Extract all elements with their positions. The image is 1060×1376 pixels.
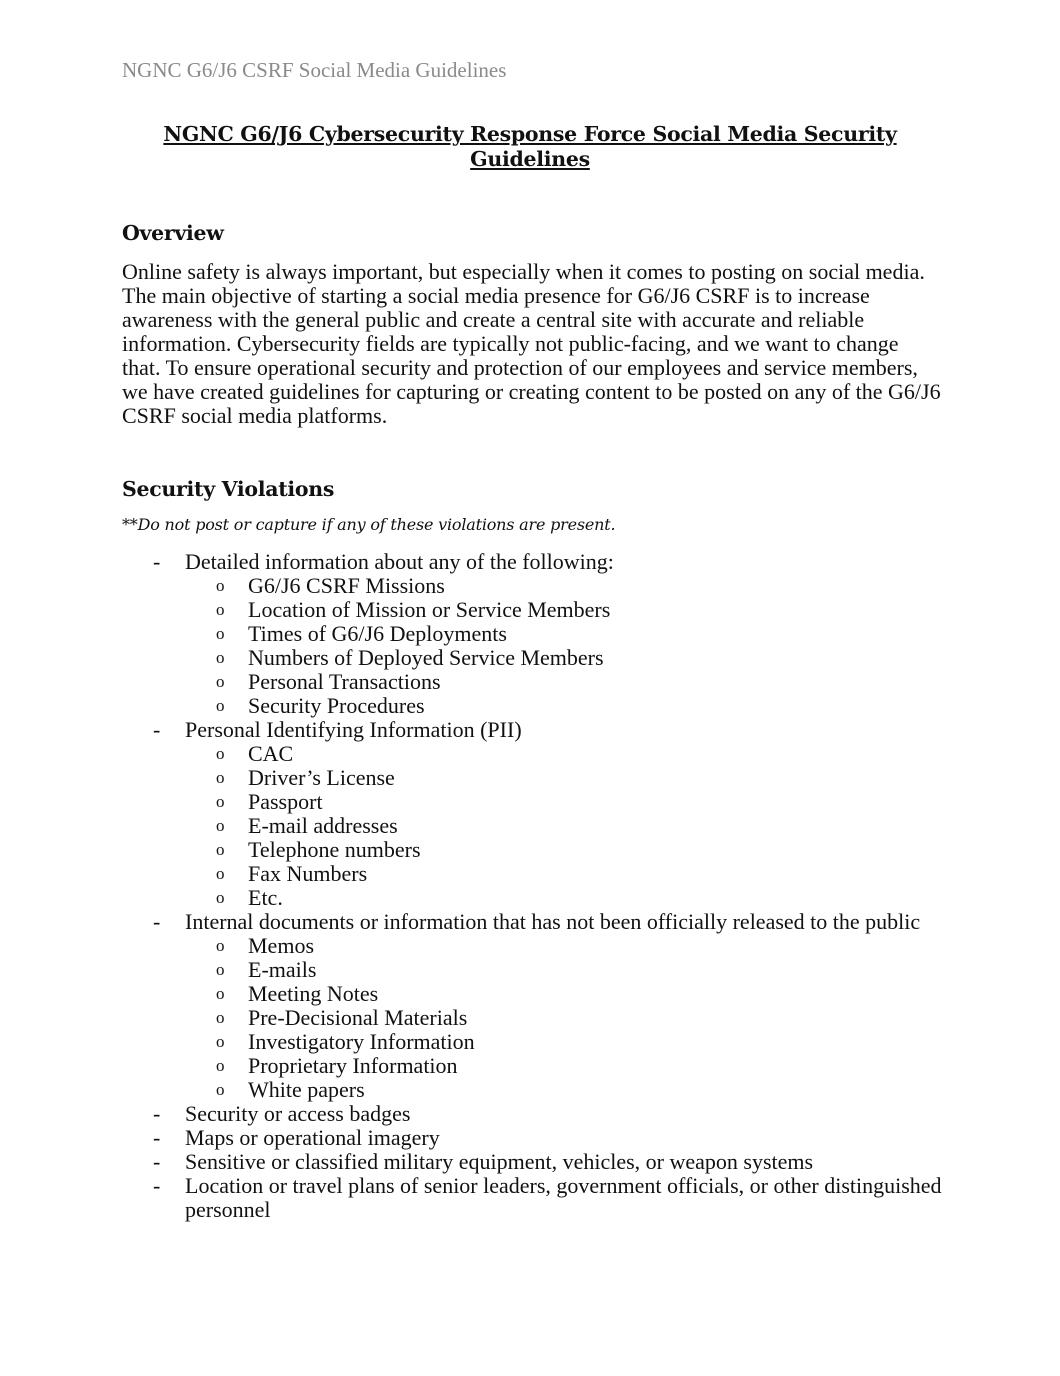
violation-subitem-text: Fax Numbers [248,861,368,886]
violation-subitem [122,1054,942,1078]
violation-subitem [122,814,942,838]
circle-bullet: o [216,744,225,763]
violation-item [122,910,942,934]
violation-subitem-text: Proprietary Information [248,1053,458,1078]
violation-item-text: Internal documents or information that has not been officially released to the public [185,909,921,934]
violation-subitem [122,958,942,982]
violation-item [122,1126,942,1150]
dash-bullet: - [153,1149,161,1174]
circle-bullet: o [216,936,225,955]
violation-subitem-text: Etc. [248,885,283,910]
violation-item [122,1174,942,1222]
violation-subitem-text: Numbers of Deployed Service Members [248,645,604,670]
violation-subitem-text: Times of G6/J6 Deployments [248,621,507,646]
dash-bullet: - [153,909,161,934]
violation-item [122,550,942,574]
circle-bullet: o [216,672,225,691]
violation-subitem-text: White papers [248,1077,365,1102]
circle-bullet: o [216,1056,225,1075]
violation-subitem [122,1078,942,1102]
circle-bullet: o [216,888,225,907]
circle-bullet: o [216,648,225,667]
violation-subitem-text: Driver’s License [248,765,395,790]
circle-bullet: o [216,984,225,1003]
violation-subitem [122,862,942,886]
circle-bullet: o [216,1080,225,1099]
violation-subitem [122,934,942,958]
violation-item-text: Personal Identifying Information (PII) [185,717,522,742]
violation-subitem-text: G6/J6 CSRF Missions [248,573,445,598]
circle-bullet: o [216,576,225,595]
violation-subitem [122,622,942,646]
violations-note: **Do not post or capture if any of these violations are present. [122,515,616,534]
circle-bullet: o [216,696,225,715]
violation-subitem [122,646,942,670]
violation-item [122,1102,942,1126]
violation-subitem-text: CAC [248,741,294,766]
violation-subitem [122,982,942,1006]
violation-subitem-text: Personal Transactions [248,669,441,694]
circle-bullet: o [216,600,225,619]
violation-subitem [122,670,942,694]
violation-item [122,1150,942,1174]
circle-bullet: o [216,1008,225,1027]
violation-item-text: Location or travel plans of senior leaders, government officials, or other distinguished personnel [185,1173,942,1222]
dash-bullet: - [153,1173,161,1198]
overview-heading: Overview [122,221,224,245]
violation-subitem-text: Meeting Notes [248,981,379,1006]
violation-item [122,718,942,742]
page-header: NGNC G6/J6 CSRF Social Media Guidelines [122,58,507,82]
violation-subitem-text: Location of Mission or Service Members [248,597,611,622]
violation-subitem [122,766,942,790]
violation-subitem [122,1006,942,1030]
violation-subitem [122,742,942,766]
dash-bullet: - [153,1125,161,1150]
violation-subitem [122,838,942,862]
violation-subitem-text: Telephone numbers [248,837,421,862]
violation-subitem [122,1030,942,1054]
circle-bullet: o [216,864,225,883]
violation-subitem-text: Investigatory Information [248,1029,475,1054]
violation-subitem-text: Pre-Decisional Materials [248,1005,468,1030]
violation-item-text: Sensitive or classified military equipment, vehicles, or weapon systems [185,1149,814,1174]
violation-subitem-text: E-mail addresses [248,813,398,838]
violation-item-text: Detailed information about any of the following: [185,549,614,574]
security-violations-heading: Security Violations [122,477,335,501]
violation-item-text: Security or access badges [185,1101,411,1126]
violation-subitem-text: Security Procedures [248,693,425,718]
violation-subitem [122,574,942,598]
dash-bullet: - [153,1101,161,1126]
violation-subitem [122,886,942,910]
circle-bullet: o [216,960,225,979]
overview-paragraph: Online safety is always important, but especially when it comes to posting on social media. The main objective of starting a social media presence for G6/J6 CSRF is to increase awareness with the general public and create a central site with accurate and reliable information. Cybersecurity fields are typically not public-facing, and we want to change that. To ensure operational security and protection of our employees and service members, we have created guidelines for capturing or creating content to be posted on any of the G6/J6 CSRF social media platforms. [122,259,941,428]
circle-bullet: o [216,768,225,787]
violations-list [122,550,942,1222]
violation-subitem [122,598,942,622]
violation-subitem-text: E-mails [248,957,317,982]
violation-subitem-text: Memos [248,933,314,958]
violation-item-text: Maps or operational imagery [185,1125,440,1150]
circle-bullet: o [216,792,225,811]
circle-bullet: o [216,1032,225,1051]
violation-subitem [122,790,942,814]
violation-subitem-text: Passport [248,789,323,814]
circle-bullet: o [216,840,225,859]
dash-bullet: - [153,717,161,742]
dash-bullet: - [153,549,161,574]
violation-subitem [122,694,942,718]
circle-bullet: o [216,624,225,643]
document-title: NGNC G6/J6 Cybersecurity Response Force Social Media Security Guidelines [163,122,897,171]
circle-bullet: o [216,816,225,835]
